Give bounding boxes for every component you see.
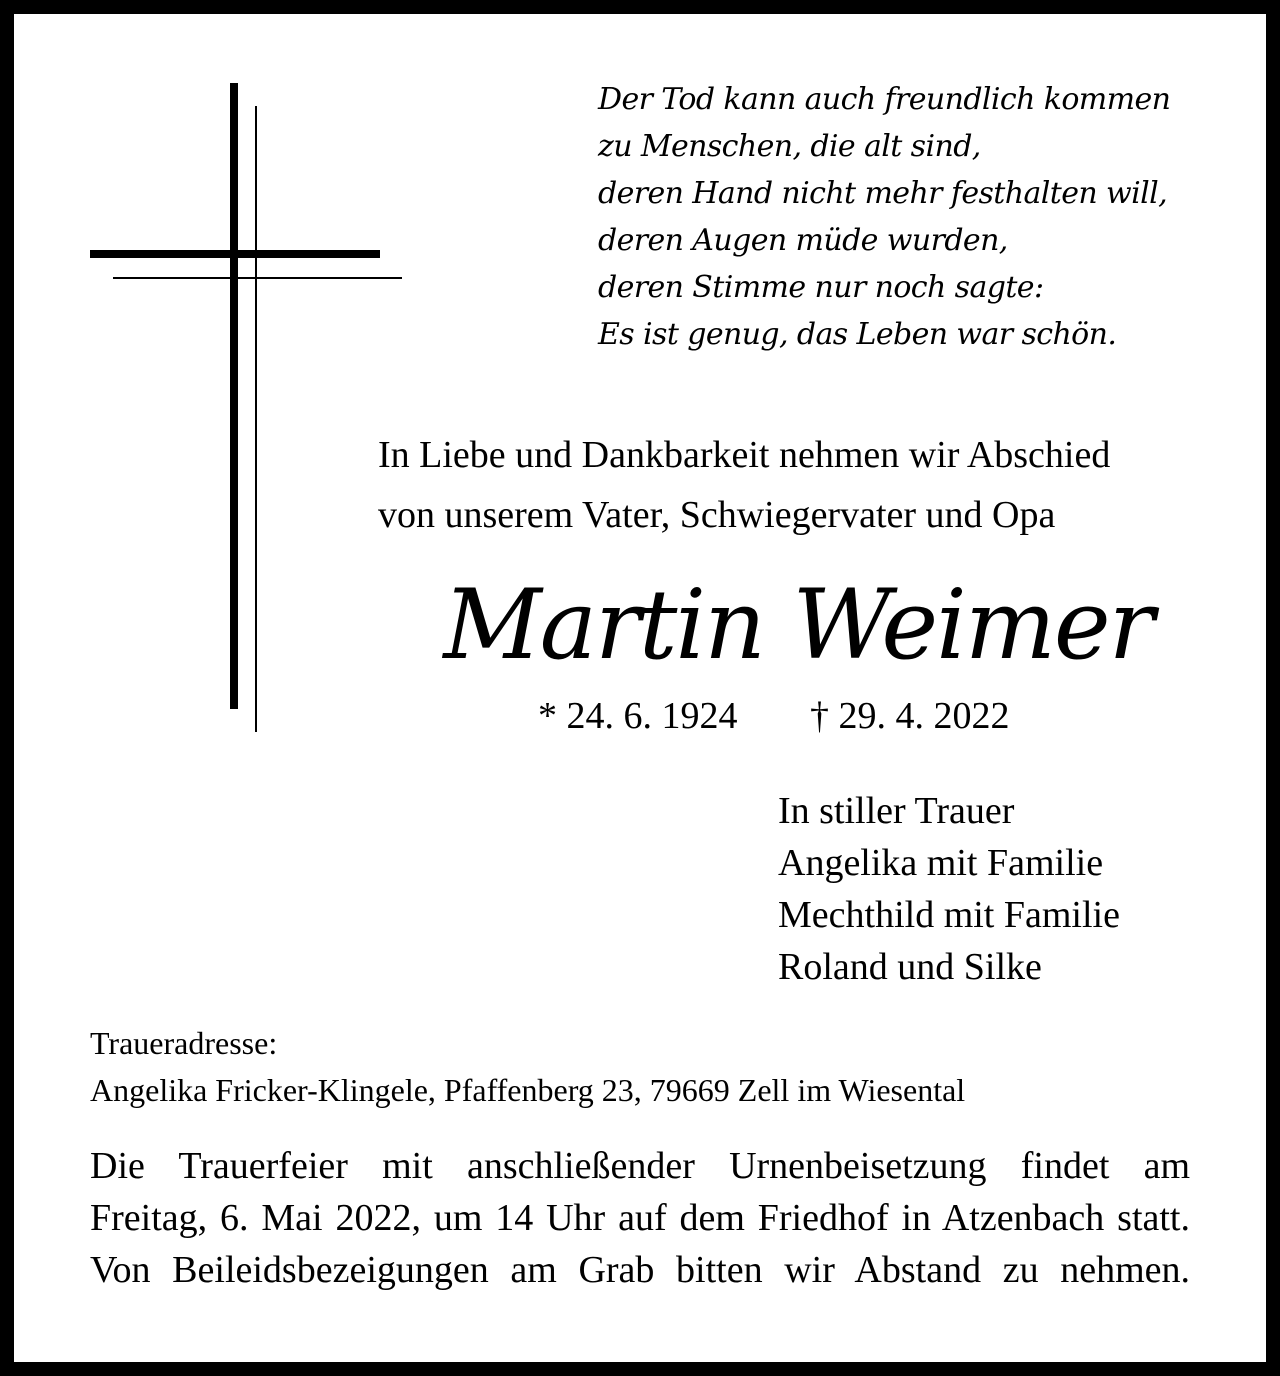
poem-line: deren Augen müde wurden, <box>598 223 1008 258</box>
poem <box>598 76 1238 358</box>
mourning-address <box>90 1020 1210 1114</box>
ceremony-line: Von Beileidsbezeigungen am Grab bitten wir Abstand zu nehmen. <box>90 1249 1190 1291</box>
farewell-line: In Liebe und Dankbarkeit nehmen wir Abschied <box>378 434 1111 476</box>
cross-vertical-line <box>255 106 257 732</box>
poem-line: zu Menschen, die alt sind, <box>598 129 981 164</box>
birth-date: * 24. 6. 1924 <box>538 695 738 737</box>
ceremony-line: Die Trauerfeier mit anschließender Urnenbeisetzung findet am <box>90 1145 1190 1187</box>
cross-horizontal-bar <box>90 250 380 258</box>
death-date: † 29. 4. 2022 <box>810 695 1010 737</box>
poem-line: deren Stimme nur noch sagte: <box>598 270 1044 305</box>
ceremony-notice <box>90 1140 1190 1296</box>
poem-line: Es ist genug, das Leben war schön. <box>598 317 1117 352</box>
mourners-line: Angelika mit Familie <box>778 842 1104 884</box>
mourners-line: Roland und Silke <box>778 946 1042 988</box>
poem-line: deren Hand nicht mehr festhalten will, <box>598 176 1168 211</box>
farewell-text <box>378 425 1238 545</box>
address-value: Angelika Fricker-Klingele, Pfaffenberg 23, 79669 Zell im Wiesental <box>90 1072 966 1108</box>
address-label: Traueradresse: <box>90 1025 278 1061</box>
farewell-line: von unserem Vater, Schwiegervater und Opa <box>378 494 1056 536</box>
mourners-line: Mechthild mit Familie <box>778 894 1120 936</box>
deceased-name: Martin Weimer <box>443 569 1153 681</box>
poem-line: Der Tod kann auch freundlich kommen <box>598 82 1171 117</box>
mourners-list <box>778 785 1238 993</box>
cross-horizontal-line <box>113 277 402 279</box>
cross-vertical-bar <box>230 83 238 709</box>
ceremony-line: Freitag, 6. Mai 2022, um 14 Uhr auf dem Friedhof in Atzenbach statt. <box>90 1197 1190 1239</box>
mourners-line: In stiller Trauer <box>778 790 1015 832</box>
